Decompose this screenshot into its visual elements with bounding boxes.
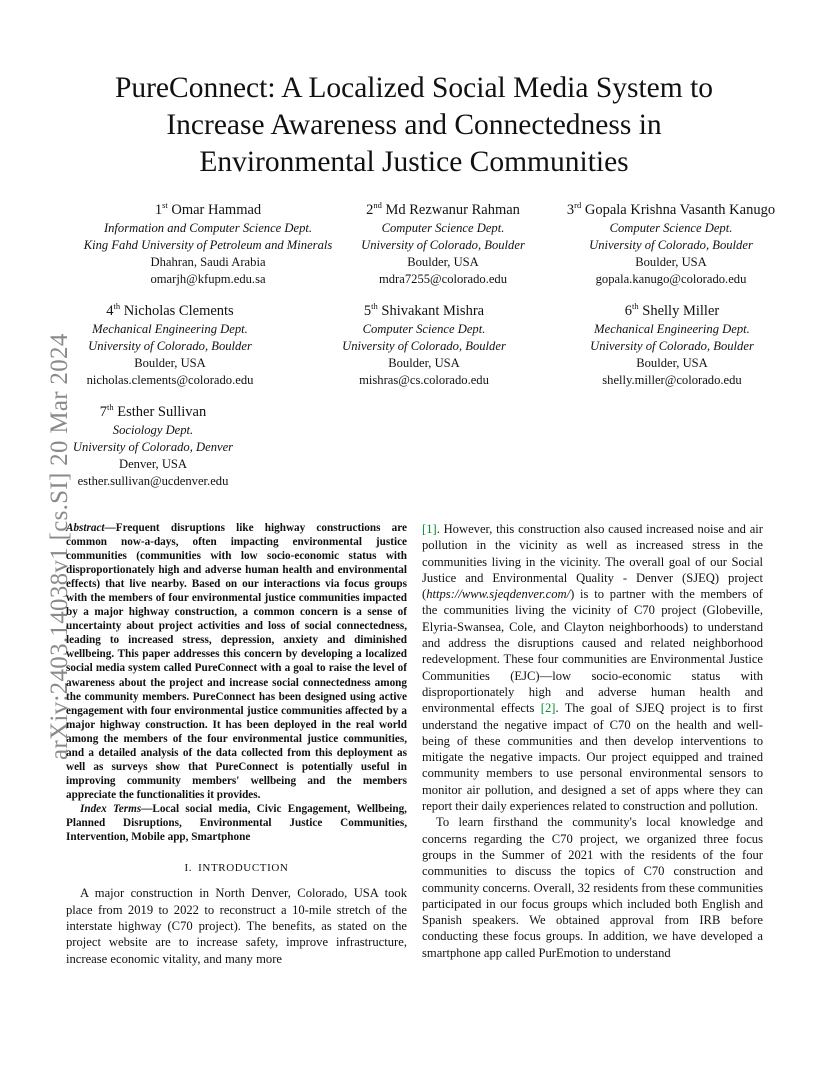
author-inst: University of Colorado, Denver — [72, 440, 234, 454]
citation-link-2[interactable]: [2] — [540, 701, 556, 716]
author-inst: University of Colorado, Boulder — [589, 238, 753, 252]
section-heading-introduction: I. INTRODUCTION — [184, 862, 289, 875]
author-block-7: 7th Esther Sullivan Sociology Dept. University of Colorado, Denver Denver, USA esther.sullivan@ucdenver.edu — [50, 403, 256, 490]
intro-paragraph-3: To learn firsthand the community's local knowledge and concerns regarding the C70 project, we organized three focus groups in the Summer of 2021 with the residents of the four communities to discuss the topics of C70 construction and community concerns. Overall, 32 residents from these communities participated in our focus groups which included both English and Spanish speakers. We obtained approval from IRB before conducting these focus groups. In addition, we have developed a smartphone app called PurEmotion to understand — [422, 815, 763, 960]
citation-link-1[interactable]: [1] — [422, 522, 437, 536]
author-location: Boulder, USA — [635, 255, 707, 269]
author-location: Denver, USA — [118, 457, 188, 471]
abstract-text: —Frequent disruptions like highway constructions are common now-a-days, often impacting environmental justice communities (communities with low socio-economic status with disproportionately high and adverse human health and environmental effects) that live nearby. Based on our interactions via focus groups with the members of four environmental justice communities impacted by a major highway construction, a common concern is a sense of uncertainty about project activities and loss of social connectedness, leading to increased stress, depression, anxiety and diminished wellbeing. This paper addresses this concern by developing a localized social media system called PureConnect with a goal to raise the level of awareness about the project and increase social connectedness among the community members. PureConnect has been designed using active engagement with four environmental justice communities affected by a major highway construction. It has been deployed in the real world among the members of the four environmental justice communities, and a detailed analysis of the data collected from this deployment as well as surveys show that PureConnect is potentially useful in improving community members' wellbeing and the members appreciate the functionalities it provides. — [66, 522, 407, 801]
author-block-5: 5th Shivakant Mishra Computer Science Dept. University of Colorado, Boulder Boulder, USA mishras@cs.colorado.edu — [305, 302, 543, 389]
author-dept: Computer Science Dept. — [362, 322, 486, 336]
author-email: gopala.kanugo@colorado.edu — [595, 272, 747, 286]
title-line-1: PureConnect: A Localized Social Media System to — [114, 72, 714, 104]
author-name: Md Rezwanur Rahman — [385, 202, 520, 218]
abstract-lead: Abstract — [66, 522, 105, 534]
author-block-1: 1st Omar Hammad Information and Computer Science Dept. King Fahd University of Petroleum and Minerals Dhahran, Saudi Arabia omarjh@kfupm.edu.sa — [60, 201, 356, 288]
author-block-6: 6th Shelly Miller Mechanical Engineering Dept. University of Colorado, Boulder Boulder, USA shelly.miller@colorado.edu — [552, 302, 792, 389]
author-dept: Information and Computer Science Dept. — [103, 221, 313, 235]
author-name: Shivakant Mishra — [381, 303, 485, 319]
author-name: Gopala Krishna Vasanth Kanugo — [584, 202, 776, 218]
arxiv-side-stamp: arXiv:2403.14038v1 [cs.SI] 20 Mar 2024 — [46, 333, 73, 760]
index-terms — [66, 802, 407, 844]
author-email: shelly.miller@colorado.edu — [602, 373, 742, 387]
title-line-3: Environmental Justice Communities — [199, 146, 629, 178]
right-column — [422, 521, 763, 961]
title-line-2: Increase Awareness and Connectedness in — [166, 109, 662, 141]
author-location: Boulder, USA — [134, 356, 206, 370]
author-dept: Sociology Dept. — [112, 423, 194, 437]
author-dept: Computer Science Dept. — [609, 221, 733, 235]
author-block-4: 4th Nicholas Clements Mechanical Engineering Dept. University of Colorado, Boulder Boulder, USA nicholas.clements@colorado.edu — [50, 302, 290, 389]
author-dept: Computer Science Dept. — [381, 221, 505, 235]
intro-paragraph-1: A major construction in North Denver, Colorado, USA took place from 2019 to 2022 to reconstruct a 10-mile stretch of the interstate highway (C70 project). The benefits, as stated on the project website are to increase safety, improve infrastructure, increase economic vitality, and many more — [66, 886, 407, 966]
author-dept: Mechanical Engineering Dept. — [594, 322, 750, 336]
author-email: mdra7255@colorado.edu — [378, 272, 508, 286]
author-location: Dhahran, Saudi Arabia — [150, 255, 266, 269]
author-email: mishras@cs.colorado.edu — [359, 373, 489, 387]
left-column — [66, 521, 407, 967]
author-name: Shelly Miller — [642, 303, 720, 319]
index-terms-lead: Index Terms — [80, 802, 142, 815]
author-email: omarjh@kfupm.edu.sa — [150, 272, 266, 286]
author-location: Boulder, USA — [388, 356, 460, 370]
author-location: Boulder, USA — [636, 356, 708, 370]
author-email: esther.sullivan@ucdenver.edu — [77, 474, 229, 488]
author-inst: University of Colorado, Boulder — [342, 339, 506, 353]
intro-paragraph-2: [1]. However, this construction also caused increased noise and air pollution in the vicinity as well as increased stress in the communities living in the vicinity. The overall goal of our Social Justice and Environmental Quality - Denver (SJEQ) project (https://www.sjeqdenver.com/) is to partner with the members of the communities living the vicinity of C70 project (Globeville, Elyria-Swansea, Cole, and Clayton neighborhoods) to understand and address the disruptions caused and related neighborhood redevelopment. These four communities are Environmental Justice Communities (EJC)—low socio-economic status with disproportionately high and adverse human health and environmental effects [2]. The goal of SJEQ project is to first understand the negative impact of C70 on the health and well-being of these communities and then develop interventions to mitigate the negative impacts. Our project equipped and trained community members to use personal environmental sensors to monitor air pollution, and designed a set of apps where they can report their daily experiences related to construction and pollution. — [422, 522, 763, 814]
author-dept: Mechanical Engineering Dept. — [92, 322, 248, 336]
author-location: Boulder, USA — [407, 255, 479, 269]
author-name: Omar Hammad — [171, 202, 262, 218]
author-inst: University of Colorado, Boulder — [88, 339, 252, 353]
author-inst: University of Colorado, Boulder — [361, 238, 525, 252]
author-name: Esther Sullivan — [117, 404, 207, 420]
project-url: https://www.sjeqdenver.com/ — [426, 587, 571, 602]
author-inst: King Fahd University of Petroleum and Minerals — [83, 238, 333, 252]
author-name: Nicholas Clements — [123, 303, 234, 319]
author-block-3: 3rd Gopala Krishna Vasanth Kanugo Computer Science Dept. University of Colorado, Boulder Boulder, USA gopala.kanugo@colorado.edu — [532, 201, 810, 288]
abstract — [66, 521, 407, 802]
author-inst: University of Colorado, Boulder — [590, 339, 754, 353]
author-block-2: 2nd Md Rezwanur Rahman Computer Science Dept. University of Colorado, Boulder Boulder, USA mdra7255@colorado.edu — [346, 201, 540, 288]
paper-title — [40, 70, 788, 181]
author-email: nicholas.clements@colorado.edu — [86, 373, 254, 387]
index-terms-text: —Local social media, Civic Engagement, Wellbeing, Planned Disruptions, Environmental Justice Communities, Intervention, Mobile app, Smartphone — [66, 802, 407, 844]
